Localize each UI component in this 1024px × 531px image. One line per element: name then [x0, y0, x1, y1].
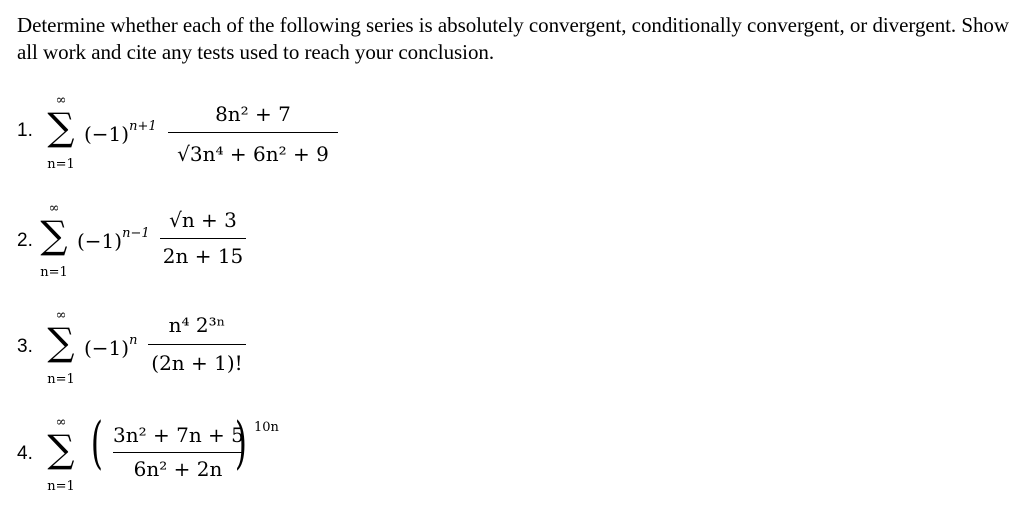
summation: [40, 309, 82, 395]
denominator: 6n² + 2n: [133, 457, 223, 481]
numerator: n⁴ 2³ⁿ: [168, 313, 226, 337]
problem-number: 1.: [17, 120, 33, 141]
upper-limit: ∞: [55, 308, 67, 323]
fraction-bar: [160, 238, 246, 239]
fraction: [160, 206, 246, 276]
instructions-text: Determine whether each of the following series is absolutely convergent, conditionally convergent, or divergent. Show all work and cite any tests used to reach your conclusion.: [17, 13, 1009, 64]
fraction-bar: [148, 344, 246, 345]
problem-number: 4.: [17, 443, 33, 464]
upper-limit: ∞: [55, 93, 67, 108]
lower-limit: n=1: [40, 265, 68, 280]
problem-number: 3.: [17, 336, 33, 357]
upper-limit: ∞: [55, 415, 67, 430]
fraction: [168, 100, 338, 170]
numerator: √n + 3: [169, 208, 237, 232]
fraction: [113, 421, 243, 491]
summation: [40, 416, 82, 502]
sigma-symbol: ∑: [47, 320, 75, 364]
sigma-symbol: ∑: [47, 427, 75, 471]
sigma-symbol: ∑: [47, 105, 75, 149]
left-paren: (: [90, 411, 103, 476]
problem-number: 2.: [17, 230, 33, 251]
denominator: 2n + 15: [162, 244, 244, 268]
numerator: 8n² + 7: [215, 102, 291, 126]
fraction: [148, 311, 246, 381]
denominator: √3n⁴ + 6n² + 9: [177, 142, 329, 166]
lower-limit: n=1: [47, 157, 75, 172]
alternating-sign: $(-1)^{n-1}$: [77, 226, 150, 253]
fraction-bar: [168, 132, 338, 133]
alternating-sign: $(-1)^n$: [84, 333, 138, 360]
sigma-symbol: ∑: [40, 213, 68, 257]
alternating-sign: $(-1)^{n+1}$: [84, 119, 157, 146]
lower-limit: n=1: [47, 372, 75, 387]
fraction-bar: [113, 452, 243, 453]
outer-exponent: 10n: [254, 420, 279, 435]
denominator: (2n + 1)!: [151, 351, 243, 375]
summation: [33, 202, 75, 288]
lower-limit: n=1: [47, 479, 75, 494]
upper-limit: ∞: [48, 201, 60, 216]
summation: [40, 94, 82, 180]
right-paren: ): [234, 411, 247, 476]
numerator: 3n² + 7n + 5: [113, 423, 244, 447]
